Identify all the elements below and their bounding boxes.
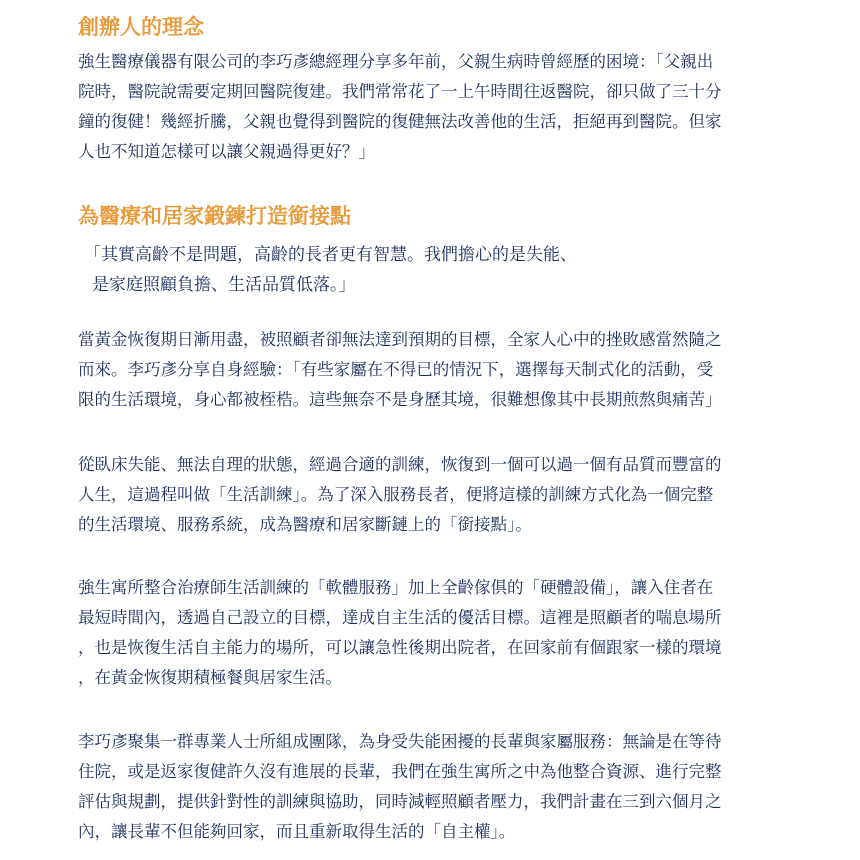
text-line: 住院，或是返家復健許久沒有進展的長輩，我們在強生寓所之中為他整合資源、進行完整 <box>78 762 722 781</box>
text-line: 李巧彥聚集一群專業人士所組成團隊，為身受失能困擾的長輩與家屬服務：無論是在等待 <box>78 732 722 751</box>
quote-line: 「其實高齡不是問題，高齡的長者更有智慧。我們擔心的是失能、 <box>84 245 577 265</box>
text-line: 內，讓長輩不但能夠回家，而且重新取得生活的「自主權」。 <box>78 822 516 841</box>
text-line: ，在黃金恢復期積極餐與居家生活。 <box>78 668 342 687</box>
text-line: 強生醫療儀器有限公司的李巧彥總經理分享多年前，父親生病時曾經歷的困境：「父親出 <box>78 52 714 71</box>
pull-quote <box>84 240 577 300</box>
paragraph-life-training <box>78 450 782 540</box>
paragraph-residence-services <box>78 573 782 693</box>
quote-line: 是家庭照顧負擔、生活品質低落。」 <box>92 275 356 295</box>
text-line: 從臥床失能、無法自理的狀態，經過合適的訓練，恢復到一個可以過一個有品質而豐富的 <box>78 455 722 474</box>
text-line: 而來。李巧彥分享自身經驗：「有些家屬在不得已的情況下，選擇每天制式化的活動，受 <box>78 360 714 379</box>
text-line: ，也是恢復生活自主能力的場所，可以讓急性後期出院者，在回家前有個跟家一樣的環境 <box>78 638 722 657</box>
text-line: 人生，這過程叫做「生活訓練」。為了深入服務長者，便將這樣的訓練方式化為一個完整 <box>78 485 714 504</box>
paragraph-team-plan <box>78 727 782 847</box>
paragraph-golden-recovery <box>78 325 782 415</box>
text-line: 人也不知道怎樣可以讓父親過得更好？」 <box>78 142 375 161</box>
text-line: 強生寓所整合治療師生活訓練的「軟體服務」加上全齡傢俱的「硬體設備」，讓入住者在 <box>78 578 714 597</box>
heading-bridge-point: 為醫療和居家鍛鍊打造銜接點 <box>78 204 351 228</box>
text-line: 鐘的復健！幾經折騰，父親也覺得到醫院的復健無法改善他的生活，拒絕再到醫院。但家 <box>78 112 722 131</box>
text-line: 當黃金恢復期日漸用盡，被照顧者卻無法達到預期的目標，全家人心中的挫敗感當然隨之 <box>78 330 722 349</box>
text-line: 限的生活環境，身心都被桎梏。這些無奈不是身歷其境，很難想像其中長期煎熬與痛苦」 <box>78 390 722 409</box>
text-line: 的生活環境、服務系統，成為醫療和居家斷鏈上的「銜接點」。 <box>78 515 532 534</box>
paragraph-founder-story <box>78 47 782 167</box>
heading-founder-philosophy: 創辦人的理念 <box>78 15 204 39</box>
text-line: 評估與規劃，提供針對性的訓練與協助，同時減輕照顧者壓力，我們計畫在三到六個月之 <box>78 792 722 811</box>
text-line: 院時，醫院說需要定期回醫院復建。我們常常花了一上午時間往返醫院，卻只做了三十分 <box>78 82 722 101</box>
text-line: 最短時間內，透過自己設立的目標，達成自主生活的優活目標。這裡是照顧者的喘息場所 <box>78 608 722 627</box>
